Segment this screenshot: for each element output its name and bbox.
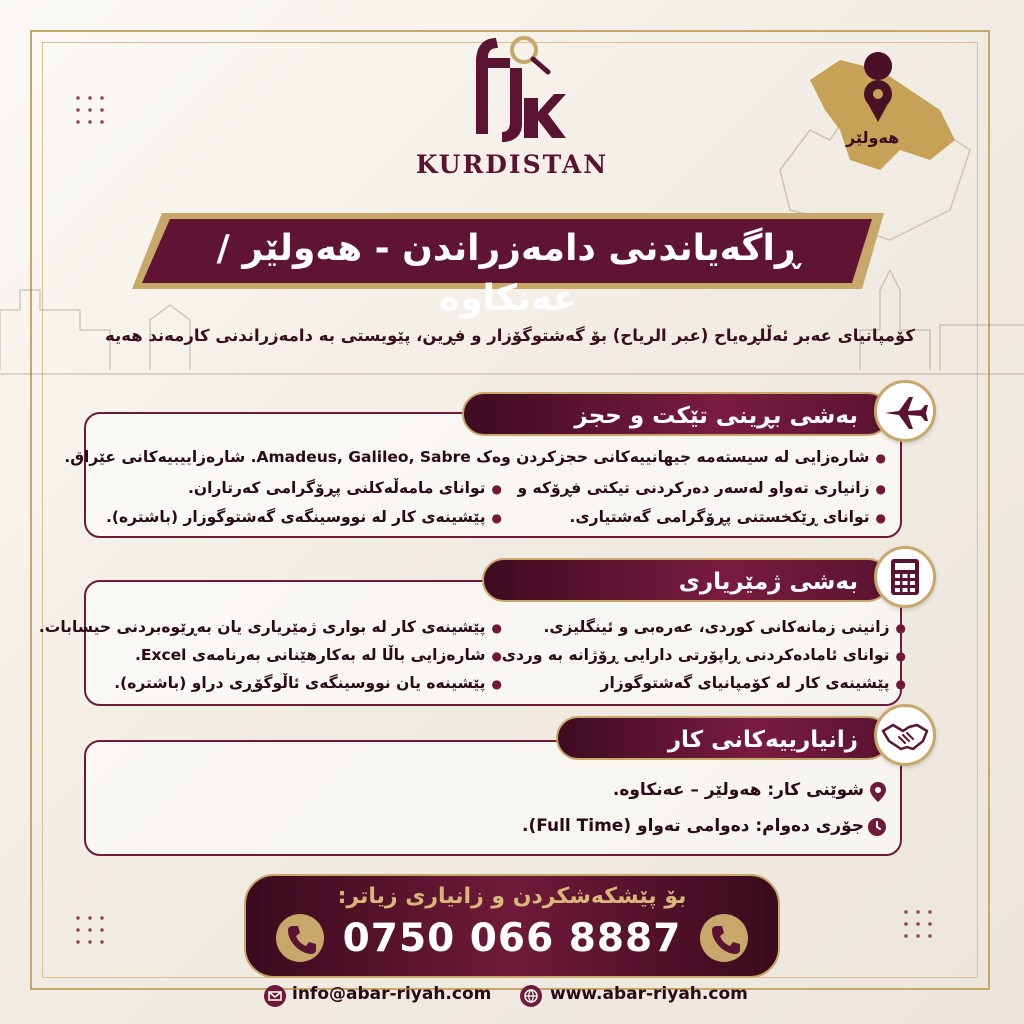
airplane-icon <box>877 383 933 439</box>
decor-dots-bottom-left <box>72 912 108 948</box>
cta-phone-number[interactable]: 0750 066 8887 <box>342 916 682 961</box>
accounting-req-3: ● پێشینەی کار لە کۆمپانیای گەشتوگوزار <box>601 674 906 692</box>
logo-wordmark: KURDISTAN <box>415 150 609 179</box>
ticketing-req-5: ● پێشینەی کار لە نووسینگەی گەشتوگوزار (باشترە). <box>106 508 502 526</box>
accounting-req-4: ● پێشینەی کار لە بواری ژمێریاری یان بەڕێوەبردنی حیسابات. <box>39 618 502 636</box>
job-info-section-title: زانیارییەکانی کار <box>556 716 890 760</box>
contact-email[interactable]: info@abar-riyah.com <box>292 984 492 1004</box>
accounting-icon-badge <box>874 546 936 608</box>
accounting-req-1: ● زانینی زمانەکانی کوردی، عەرەبی و ئینگلیزی. <box>543 618 906 636</box>
magnifier-icon <box>512 38 548 72</box>
ticketing-req-4: ● توانای مامەڵەکلنی پڕۆگرامی کەرتاران. <box>188 479 502 497</box>
email-icon <box>264 985 286 1007</box>
calculator-icon <box>877 549 933 605</box>
map-location-label: هەولێر <box>846 128 900 147</box>
accounting-section-title: بەشی ژمێریاری <box>482 558 890 602</box>
ticketing-req-3: ● توانای ڕێکخستنی پڕۆگرامی گەشتیاری. <box>570 508 886 526</box>
ticketing-section-title: بەشی بڕینی تێکت و حجز <box>462 392 890 436</box>
contact-website[interactable]: www.abar-riyah.com <box>550 984 748 1004</box>
ticketing-req-1: ● شارەزایی لە سیستەمە جیهانییەکانی حجزکردن وەک Amadeus, Galileo, Sabre. شارەزاییبیەکانی عێراق. <box>64 448 886 466</box>
cta-title: بۆ پێشکەشکردن و زانیاری زیاتر: <box>337 884 687 909</box>
accounting-req-2: ● توانای ئامادەکردنی ڕاپۆرتی دارایی ڕۆژانە بە وردی. <box>496 646 906 664</box>
decor-dots-bottom-right <box>900 906 936 942</box>
company-logo <box>452 28 572 146</box>
globe-icon <box>520 985 542 1007</box>
ticketing-req-2: ● زانیاری تەواو لەسەر دەرکردنی تیکتی فڕۆکە و <box>518 479 886 497</box>
page-title: ڕاگەیاندنی دامەزراندن - هەولێر / عەنکاوە <box>216 228 800 319</box>
location-pin-icon <box>870 782 886 802</box>
decor-dots-top-left <box>72 92 108 128</box>
accounting-req-6: ● پێشینەە یان نووسینگەی ئاڵوگۆڕی دراو (باشترە). <box>114 674 502 692</box>
clock-icon <box>868 818 886 836</box>
intro-text: کۆمپانیای عەبر ئەڵلڕەیاح (عبر الرياح) بۆ گەشتوگۆزار و فڕین، پێویستی بە دامەزراندنی کارمەند هەیە <box>105 326 915 345</box>
job-location: شوێنی کار: هەولێر – عەنکاوە. <box>612 780 864 800</box>
ticketing-icon-badge <box>874 380 936 442</box>
accounting-req-5: ● شارەزایی باڵا لە بەکارهێنانی بەرنامەی Excel. <box>135 646 502 664</box>
job-type: جۆری دەوام: دەوامی تەواو (Full Time). <box>521 816 864 836</box>
job-info-icon-badge <box>874 704 936 766</box>
handshake-icon <box>877 707 933 763</box>
